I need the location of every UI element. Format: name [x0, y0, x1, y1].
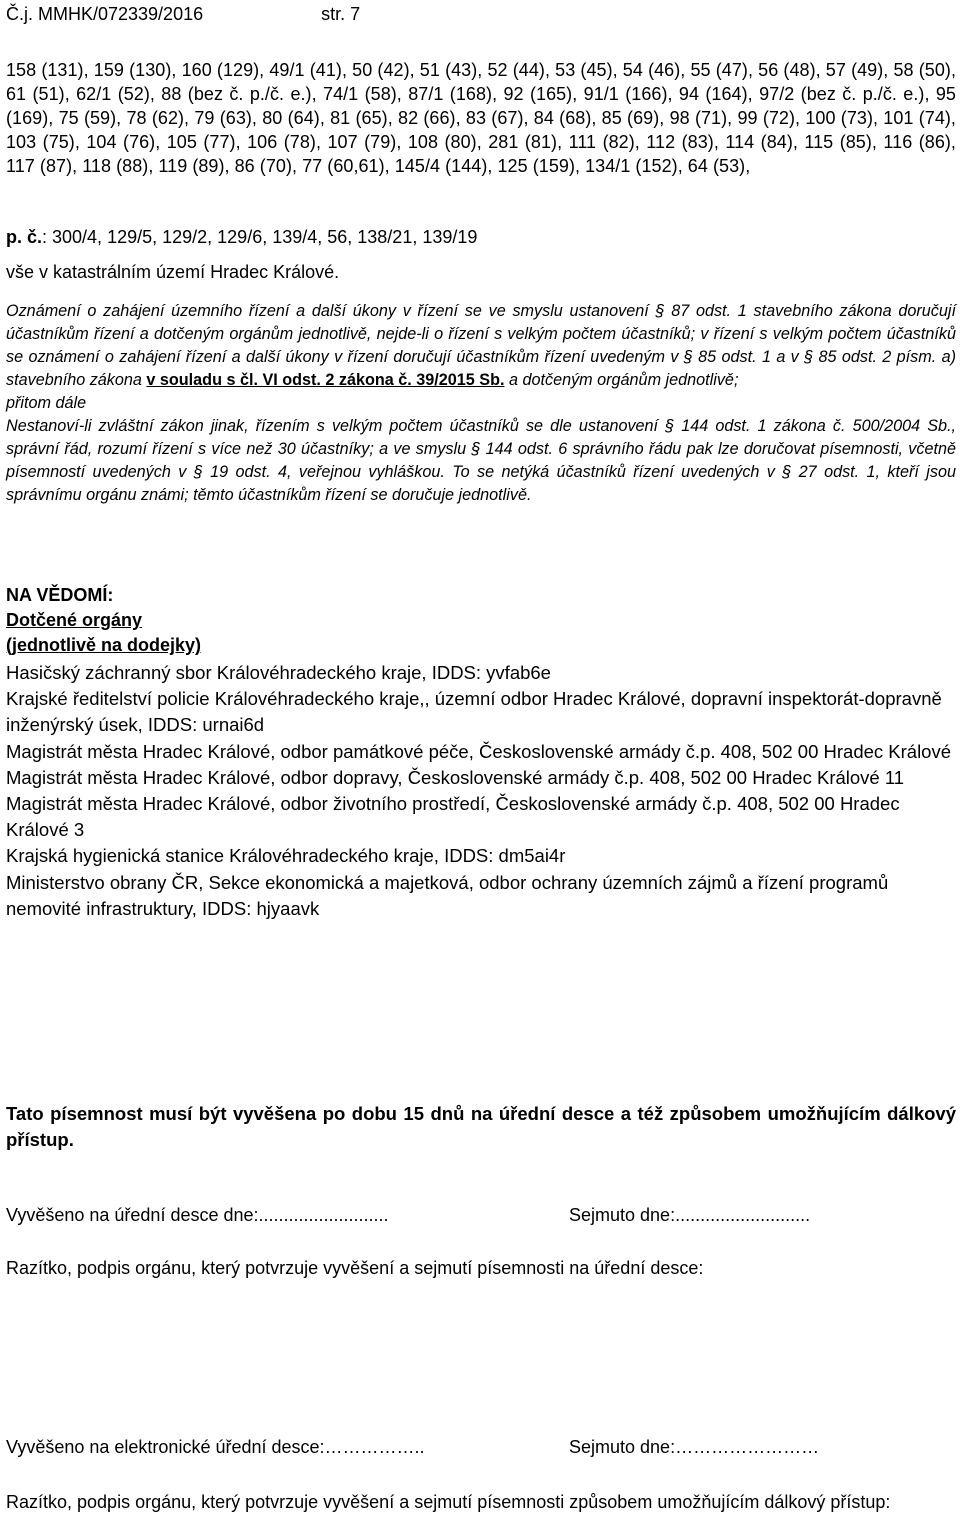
recipient-item: Magistrát města Hradec Králové, odbor památkové péče, Československé armády č.p. 408, 502 00 Hradec Králové — [6, 740, 952, 762]
notice-pritom: přitom dále — [6, 394, 87, 412]
posted-board-row — [6, 1205, 811, 1226]
parcel-list: 158 (131), 159 (130), 160 (129), 49/1 (41), 50 (42), 51 (43), 52 (44), 53 (45), 54 (46), 55 (47), 56 (48), 57 (49), 58 (50), 61 (51), 62/1 (52), 88 (bez č. p./č. e.), 74/1 (58), 87/1 (168), 92 (165), 91/1 (166), 94 (164), 97/2 (bez č. p./č. e.), 95 (169), 75 (59), 78 (62), 79 (63), 80 (64), 81 (65), 82 (66), 83 (67), 84 (68), 85 (69), 98 (71), 99 (72), 100 (73), 101 (74), 103 (75), 104 (76), 105 (77), 106 (78), 107 (79), 108 (80), 281 (81), 111 (82), 112 (83), 114 (84), 115 (85), 116 (86), 117 (87), 118 (88), 119 (89), 86 (70), 77 (60,61), 145/4 (144), 125 (159), 134/1 (152), 64 (53), — [6, 60, 956, 176]
recipient-item: Krajské ředitelství policie Královéhradeckého kraje,, územní odbor Hradec Králové, dopravní inspektorát-dopravně inženýrský úsek, IDDS: urnai6d — [6, 688, 942, 736]
recipient-item: Ministerstvo obrany ČR, Sekce ekonomická a majetková, odbor ochrany územních zájmů a řízení programů nemovité infrastruktury, IDDS: hjyaavk — [6, 871, 889, 919]
notice-text — [6, 300, 956, 507]
page-number: str. 7 — [321, 4, 361, 24]
notice-p1-end: a dotčeným orgánům jednotlivě; — [504, 371, 739, 389]
page-header — [6, 2, 360, 26]
notice-paragraph-1 — [6, 300, 956, 392]
removed-board-label: Sejmuto dne:........................... — [569, 1205, 811, 1225]
section-heading — [6, 583, 956, 658]
posted-electronic-row — [6, 1437, 820, 1458]
posted-board-label: Vyvěšeno na úřední desce dne:.......................... — [6, 1205, 389, 1225]
posting-requirement: Tato písemnost musí být vyvěšena po dobu 15 dnů na úřední desce a též způsobem umožňujícím dálkový přístup. — [6, 1103, 956, 1150]
dotcene-organy-heading: Dotčené orgány — [6, 610, 143, 630]
removed-electronic-label: Sejmuto dne:…………………… — [569, 1437, 820, 1457]
recipient-item: Krajská hygienická stanice Královéhradeckého kraje, IDDS: dm5ai4r — [6, 845, 566, 867]
recipients-list — [6, 660, 956, 922]
notice-paragraph-2: Nestanoví-li zvláštní zákon jinak, řízením s velkým počtem účastníků se dle ustanovení § 144 odst. 1 zákona č. 500/2004 Sb., správní řád, rozumí řízení s více než 30 účastníky; a ve smyslu § 144 odst. 6 správního řádu pak lze doručovat písemnosti, včetně písemností uvedených v § 19 odst. 4, veřejnou vyhláškou. To se netýká účastníků řízení uvedených v § 27 odst. 1, kteří jsou správnímu orgánu známi; těmto účastníkům řízení se doručuje jednotlivě. — [6, 417, 956, 504]
pc-values: : 300/4, 129/5, 129/2, 129/6, 139/4, 56, 138/21, 139/19 — [42, 227, 478, 247]
notice-p1-bold: v souladu s čl. VI odst. 2 zákona č. 39/2015 Sb. — [146, 371, 505, 389]
parcel-pc-line — [6, 226, 956, 249]
recipient-item: Hasičský záchranný sbor Královéhradeckého kraje, IDDS: yvfab6e — [6, 662, 551, 683]
reference-number: Č.j. MMHK/072339/2016 — [6, 4, 204, 24]
recipient-item: Magistrát města Hradec Králové, odbor dopravy, Československé armády č.p. 408, 502 00 Hradec Králové 11 — [6, 766, 905, 788]
stamp-electronic-text: Razítko, podpis orgánu, který potvrzuje vyvěšení a sejmutí písemnosti způsobem umožňujícím dálkový přístup: — [6, 1492, 891, 1512]
pc-label: p. č. — [6, 227, 43, 247]
stamp-board-text: Razítko, podpis orgánu, který potvrzuje vyvěšení a sejmutí písemnosti na úřední desce: — [6, 1258, 704, 1278]
recipient-item: Magistrát města Hradec Králové, odbor životního prostředí, Československé armády č.p. 408, 502 00 Hradec Králové 3 — [6, 793, 900, 841]
jednotlive-heading: (jednotlivě na dodejky) — [6, 635, 202, 655]
notice-p1-text: Oznámení o zahájení územního řízení a další úkony v řízení se ve smyslu ustanovení § 87 odst. 1 stavebního zákona doručují účastníkům řízení a dotčeným orgánům jednotlivě, nejde-li o řízení s velkým počtem účastníků; v řízení s velkým počtem účastníků se oznámení o zahájení řízení a další úkony v řízení doručují účastníkům řízení uvedeným v § 85 odst. 1 a v § 85 odst. 2 písm. a) stavebního zákona — [6, 302, 956, 389]
na-vedomi-heading: NA VĚDOMÍ: — [6, 585, 114, 605]
cadastral-area: vše v katastrálním území Hradec Králové. — [6, 262, 340, 282]
posted-electronic-label: Vyvěšeno na elektronické úřední desce:…………….. — [6, 1437, 425, 1457]
